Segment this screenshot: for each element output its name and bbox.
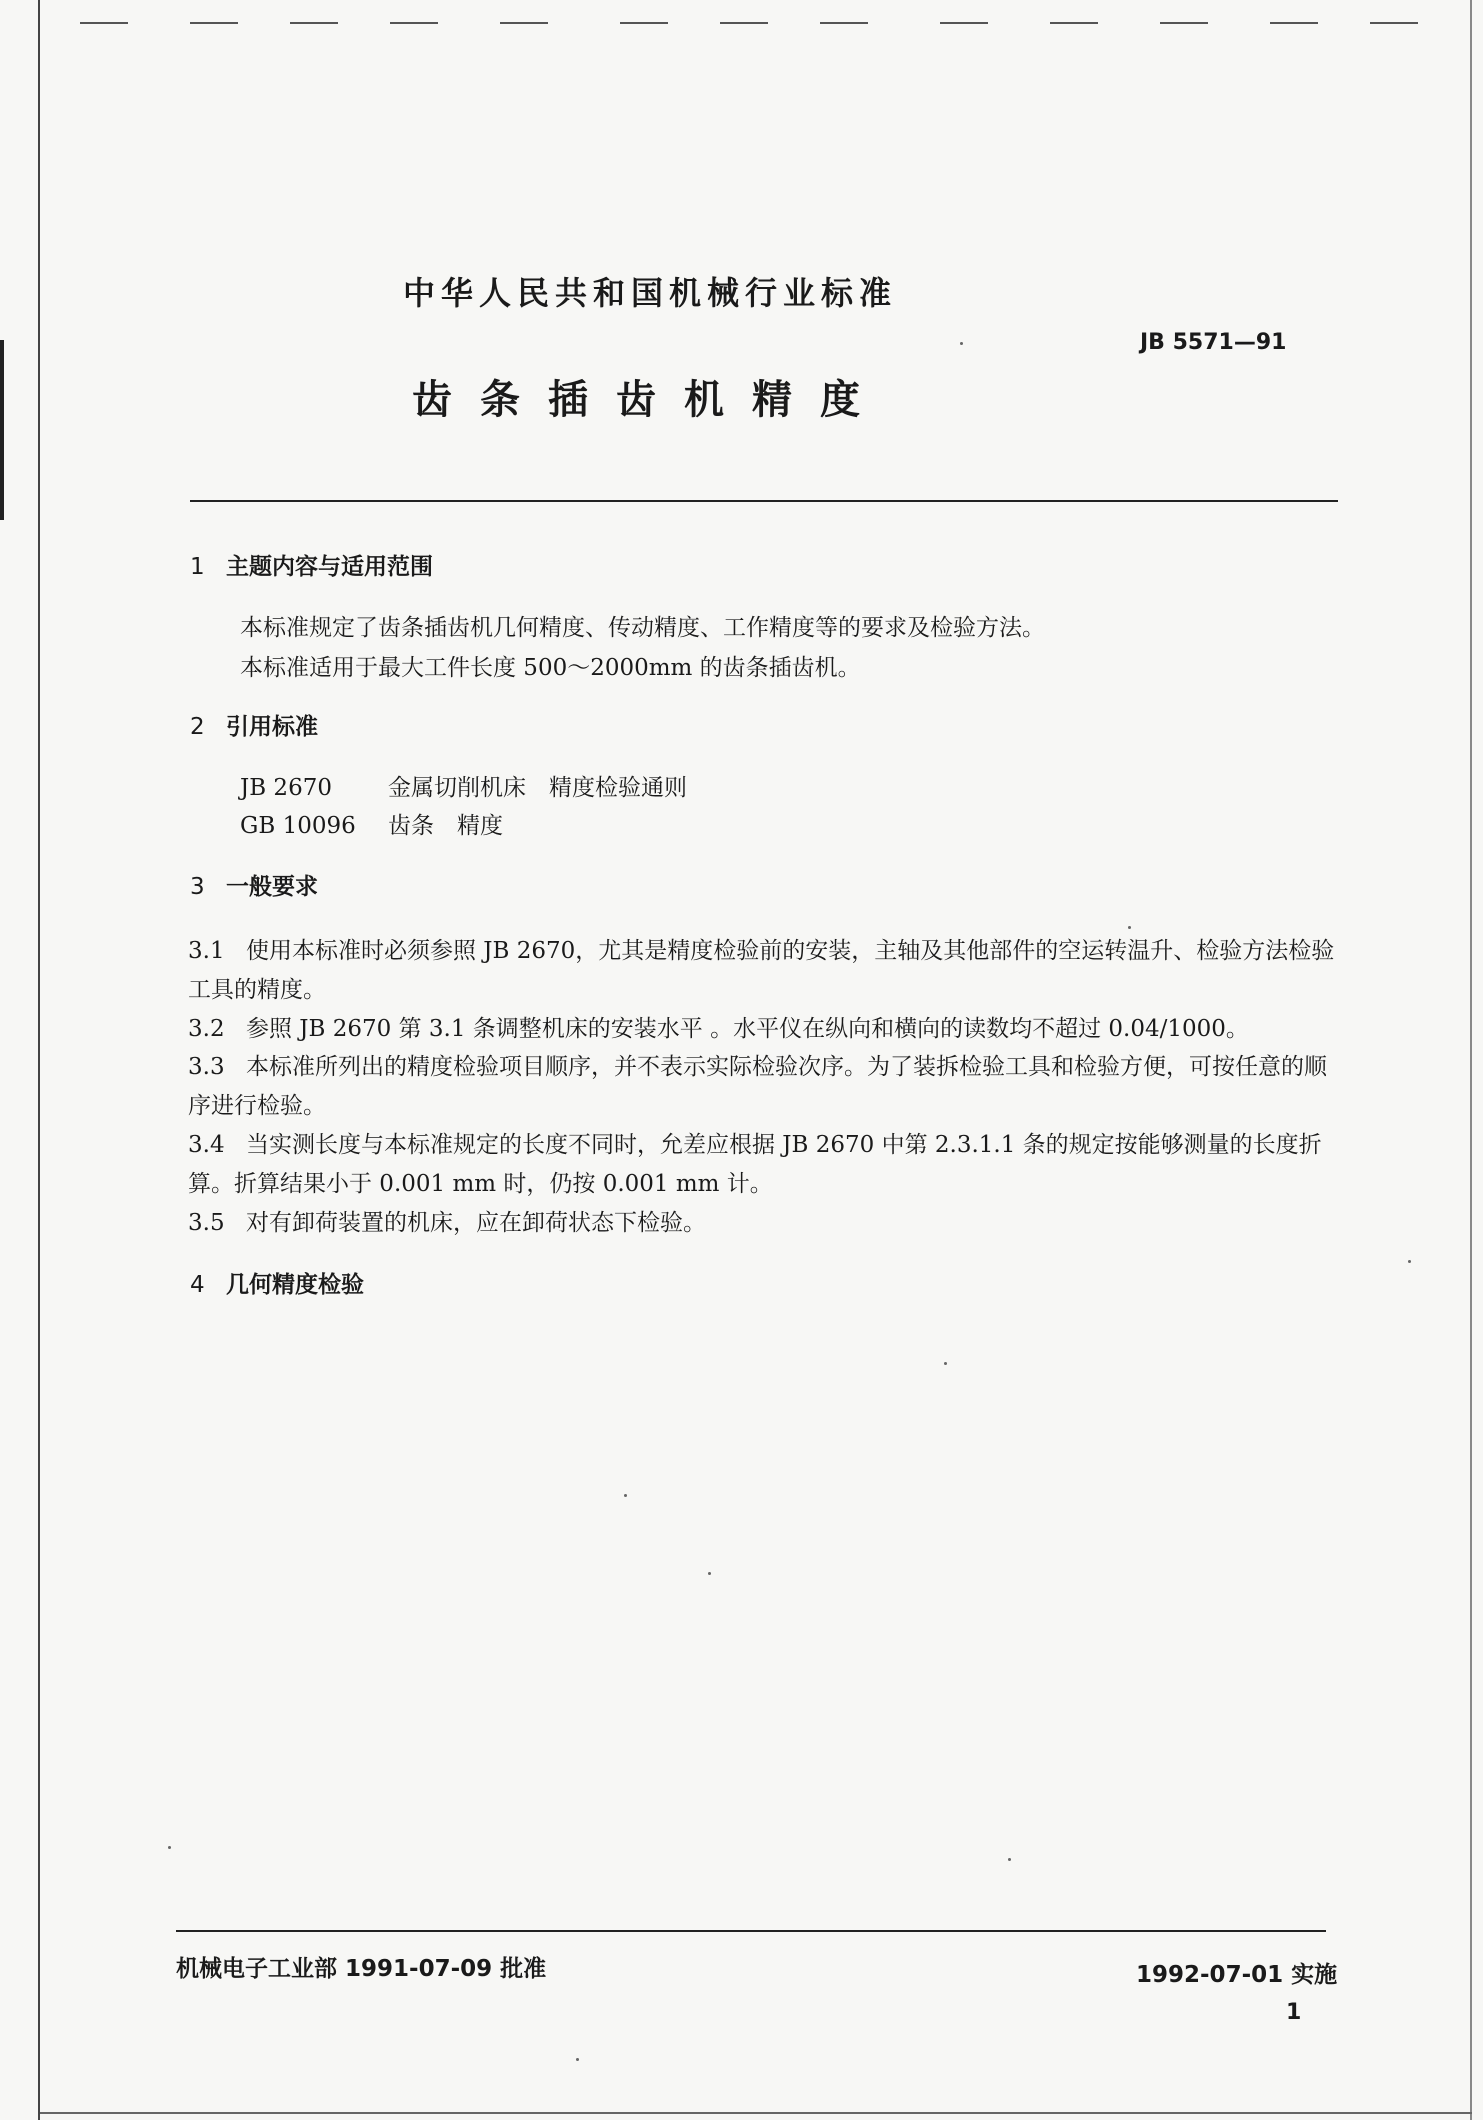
clause-text: 使用本标准时必须参照 JB 2670，尤其是精度检验前的安装，主轴及其他部件的空运转温升、检验方法检验工具的精度。 bbox=[188, 938, 1335, 1003]
ref-name: 齿条 精度 bbox=[388, 813, 503, 839]
clause-number: 3.5 bbox=[188, 1210, 225, 1236]
clause-number: 3.1 bbox=[188, 938, 225, 964]
clause-number: 3.2 bbox=[188, 1016, 225, 1042]
clause-3-5 bbox=[188, 1204, 1338, 1243]
section-4-heading bbox=[190, 1266, 364, 1299]
scan-speck bbox=[624, 1494, 627, 1497]
section-3-number: 3 bbox=[190, 874, 205, 900]
scan-speck bbox=[576, 2058, 579, 2061]
clause-3-1 bbox=[188, 932, 1338, 1010]
clause-text: 当实测长度与本标准规定的长度不同时，允差应根据 JB 2670 中第 2.3.1.1 条的规定按能够测量的长度折算。折算结果小于 0.001 mm 时，仍按 0.001 mm 计。 bbox=[188, 1132, 1322, 1197]
implementation-date: 1992-07-01 实施 bbox=[1136, 1962, 1338, 1988]
header-rule bbox=[190, 500, 1338, 502]
scan-speck bbox=[960, 342, 963, 345]
footer-rule bbox=[176, 1930, 1326, 1932]
ref-row bbox=[240, 768, 687, 808]
clause-3-2 bbox=[188, 1010, 1338, 1049]
section-2-title: 引用标准 bbox=[226, 714, 318, 740]
ref-code: JB 2670 bbox=[240, 775, 332, 801]
scan-speck bbox=[1128, 926, 1131, 929]
section-4-title: 几何精度检验 bbox=[226, 1272, 364, 1298]
clause-text: 对有卸荷装置的机床，应在卸荷状态下检验。 bbox=[246, 1210, 706, 1236]
section-1-para-2: 本标准适用于最大工件长度 500～2000mm 的齿条插齿机。 bbox=[240, 655, 861, 681]
section-4-number: 4 bbox=[190, 1272, 205, 1298]
ref-name: 金属切削机床 精度检验通则 bbox=[388, 775, 687, 801]
scan-speck bbox=[944, 1362, 947, 1365]
left-margin-line bbox=[38, 0, 40, 2120]
scan-speck bbox=[708, 1572, 711, 1575]
bottom-edge-line bbox=[40, 2112, 1472, 2114]
standard-number: JB 5571—91 bbox=[1140, 330, 1287, 355]
section-1-para-1: 本标准规定了齿条插齿机几何精度、传动精度、工作精度等的要求及检验方法。 bbox=[240, 615, 1045, 641]
clause-text: 本标准所列出的精度检验项目顺序，并不表示实际检验次序。为了装拆检验工具和检验方便，可按任意的顺序进行检验。 bbox=[188, 1054, 1327, 1119]
approval-note: 机械电子工业部 1991-07-09 批准 bbox=[176, 1956, 547, 1982]
section-3-title: 一般要求 bbox=[226, 874, 318, 900]
section-2-heading bbox=[190, 708, 318, 741]
scan-speck bbox=[168, 1846, 171, 1849]
left-edge-bar bbox=[0, 340, 4, 520]
clause-3-3 bbox=[188, 1048, 1338, 1126]
ref-code: GB 10096 bbox=[240, 813, 356, 839]
page-number: 1 bbox=[1286, 2000, 1302, 2025]
section-3-heading bbox=[190, 868, 318, 901]
top-dash-row bbox=[60, 22, 1440, 24]
ref-row bbox=[240, 806, 503, 846]
clause-text: 参照 JB 2670 第 3.1 条调整机床的安装水平 。水平仪在纵向和横向的读数均不超过 0.04/1000。 bbox=[246, 1016, 1249, 1042]
clause-number: 3.4 bbox=[188, 1132, 225, 1158]
section-1-title: 主题内容与适用范围 bbox=[226, 554, 433, 580]
right-margin-line bbox=[1470, 0, 1472, 2120]
section-2-number: 2 bbox=[190, 714, 205, 740]
clause-number: 3.3 bbox=[188, 1054, 225, 1080]
section-1-heading bbox=[190, 548, 433, 581]
doc-title: 齿条插齿机精度 bbox=[412, 377, 888, 423]
scan-speck bbox=[1408, 1260, 1411, 1263]
section-1-number: 1 bbox=[190, 554, 205, 580]
org-title: 中华人民共和国机械行业标准 bbox=[402, 274, 897, 312]
scan-speck bbox=[1008, 1858, 1011, 1861]
clause-3-4 bbox=[188, 1126, 1338, 1204]
